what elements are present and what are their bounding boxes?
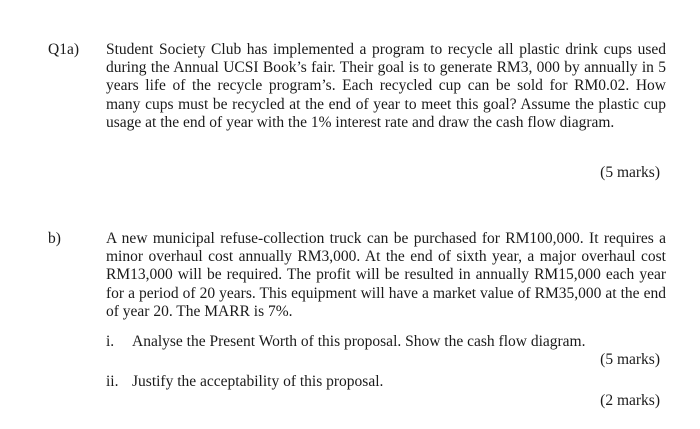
question-1a-marks: (5 marks) bbox=[600, 164, 660, 181]
item-i-number: i. bbox=[106, 333, 115, 350]
question-1a-text: Student Society Club has implemented a program to recycle all plastic drink cups used during the Annual UCSI Book’s fair. Their goal is to generate RM3, 000 by annually in 5 years life of the recycle program’s. Each recycled cup can be sold for RM0.02. How many cups must be recycled at the end of year to meet this goal? Assume the plastic cup usage at the end of year with the 1% interest rate and draw the cash flow diagram. bbox=[106, 41, 666, 131]
item-i-text: Analyse the Present Worth of this proposal. Show the cash flow diagram. bbox=[132, 333, 586, 350]
question-1b-item-i bbox=[106, 333, 585, 351]
question-1b-label: b) bbox=[48, 230, 61, 247]
question-1b-item-ii-marks: (2 marks) bbox=[600, 392, 660, 409]
item-ii-number: ii. bbox=[106, 373, 119, 390]
question-1b-item-ii bbox=[106, 373, 383, 391]
item-ii-text: Justify the acceptability of this proposal. bbox=[132, 373, 384, 390]
question-1b-text: A new municipal refuse-collection truck can be purchased for RM100,000. It requires a minor overhaul cost annually RM3,000. At the end of sixth year, a major overhaul cost RM13,000 will be required. The profit will be resulted in annually RM15,000 each year for a period of 20 years. This equipment will have a market value of RM35,000 at the end of year 20. The MARR is 7%. bbox=[106, 230, 666, 320]
question-1a-label: Q1a) bbox=[48, 41, 79, 58]
question-1b-item-i-marks: (5 marks) bbox=[600, 351, 660, 368]
